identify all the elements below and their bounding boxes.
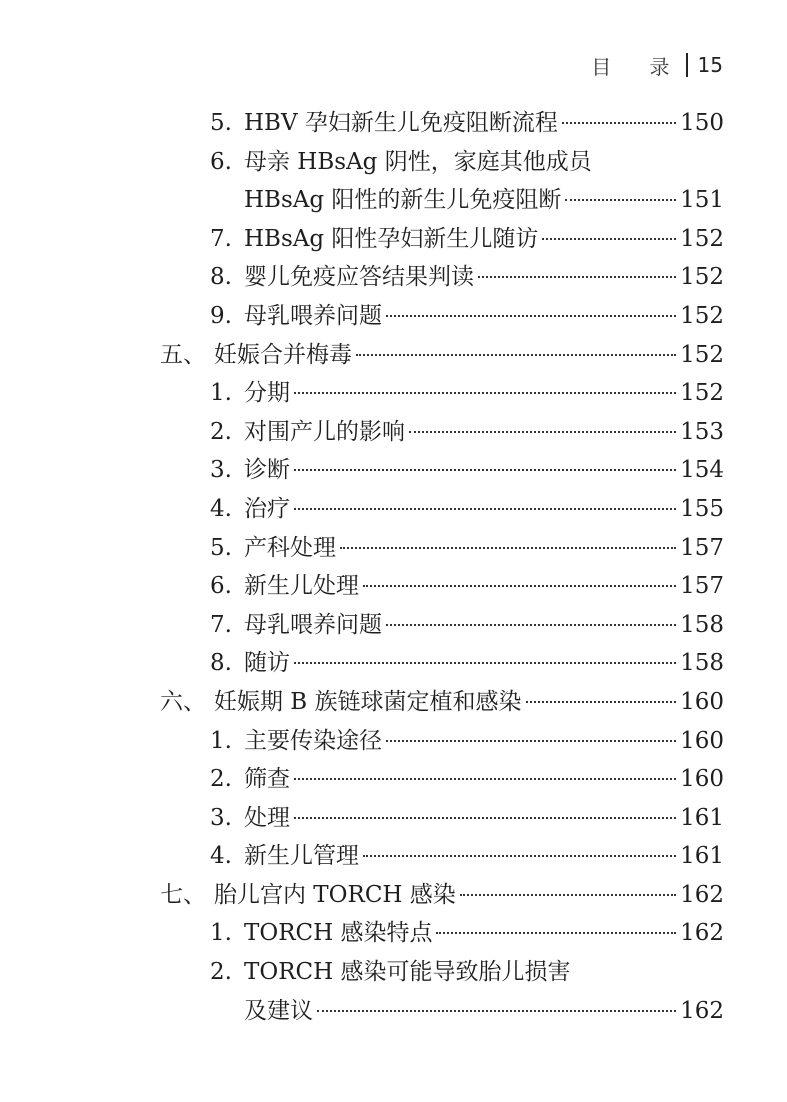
- toc-entry-page: 152: [680, 225, 724, 252]
- toc-entry[interactable]: [160, 567, 724, 606]
- toc-entry-body: [244, 914, 724, 953]
- toc-entry-body: [244, 104, 724, 143]
- toc-entry-page: 151: [680, 187, 724, 214]
- toc-entry-page: 160: [680, 766, 724, 793]
- dot-leader: [562, 121, 676, 124]
- toc-entry-title: TORCH 感染特点: [244, 920, 433, 947]
- toc-entry[interactable]: [160, 992, 724, 1031]
- toc-section-entry[interactable]: [160, 683, 724, 722]
- toc-entry-number: 8.: [210, 264, 232, 291]
- dot-leader: [363, 854, 676, 857]
- toc-entry-title: 新生儿管理: [244, 843, 359, 870]
- dot-leader: [294, 468, 676, 471]
- toc-entry[interactable]: [160, 490, 724, 529]
- running-header: [591, 50, 723, 80]
- dot-leader: [294, 661, 676, 664]
- toc-entry-number: 1.: [210, 380, 232, 407]
- toc-entry-page: 152: [680, 302, 724, 329]
- toc-entry-number: 2.: [210, 959, 232, 986]
- toc-entry-page: 162: [680, 997, 724, 1024]
- dot-leader: [340, 546, 676, 549]
- toc-section-entry[interactable]: [160, 876, 724, 915]
- toc-entry-body: [214, 683, 724, 722]
- toc-entry-body: [244, 837, 724, 876]
- toc-entry-title: 妊娠合并梅毒: [214, 341, 352, 368]
- toc-entry-title: 母乳喂养问题: [244, 611, 382, 638]
- dot-leader: [294, 816, 676, 819]
- toc-entry-page: 158: [680, 611, 724, 638]
- toc-entry-body: [244, 413, 724, 452]
- toc-entry-title: 对围产儿的影响: [244, 418, 405, 445]
- toc-entry-number: 4.: [210, 495, 232, 522]
- toc-entry-number: 3.: [210, 804, 232, 831]
- toc-entry[interactable]: [160, 181, 724, 220]
- toc-entry-body: [244, 567, 724, 606]
- toc-entry[interactable]: [160, 104, 724, 143]
- toc-entry-number: 五、: [160, 341, 206, 368]
- dot-leader: [294, 777, 676, 780]
- toc-entry[interactable]: [160, 606, 724, 645]
- toc-entry-number: 6.: [210, 148, 232, 175]
- toc-entry-page: 155: [680, 495, 724, 522]
- toc-entry-title: 及建议: [244, 997, 313, 1024]
- toc-entry-number: 6.: [210, 573, 232, 600]
- toc-entry-body: [244, 143, 724, 182]
- dot-leader: [386, 623, 676, 626]
- toc-entry-body: [244, 374, 724, 413]
- dot-leader: [436, 931, 676, 934]
- dot-leader: [526, 700, 677, 703]
- toc-entry-body: [244, 451, 724, 490]
- toc-entry-number: 1.: [210, 920, 232, 947]
- toc-entry-page: 160: [680, 727, 724, 754]
- toc-entry-number: 2.: [210, 766, 232, 793]
- dot-leader: [386, 739, 676, 742]
- toc-entry-page: 150: [680, 110, 724, 136]
- toc-entry-title: TORCH 感染可能导致胎儿损害: [244, 959, 571, 986]
- toc-entry-body: [244, 258, 724, 297]
- toc-entry[interactable]: [160, 799, 724, 838]
- dot-leader: [294, 507, 676, 510]
- toc-entry[interactable]: [160, 644, 724, 683]
- toc-entry-body: [244, 722, 724, 761]
- toc-entry-body: [244, 992, 724, 1031]
- dot-leader: [386, 314, 676, 317]
- toc-entry-number: 7.: [210, 611, 232, 638]
- toc-entry-number: 3.: [210, 457, 232, 484]
- toc-entry-number: 1.: [210, 727, 232, 754]
- dot-leader: [363, 584, 676, 587]
- toc-entry-body: [244, 529, 724, 568]
- header-page-number: 15: [697, 53, 723, 77]
- toc-entry[interactable]: [160, 529, 724, 568]
- toc-entry-title: 胎儿宫内 TORCH 感染: [214, 881, 456, 908]
- toc-entry-title: 诊断: [244, 457, 290, 484]
- toc-entry-body: [244, 490, 724, 529]
- toc-entry-page: 158: [680, 650, 724, 677]
- toc-entry-body: [244, 606, 724, 645]
- toc-entry-body: [244, 297, 724, 336]
- dot-leader: [409, 430, 676, 433]
- toc-entry-page: 153: [680, 418, 724, 445]
- toc-entry-title: 婴儿免疫应答结果判读: [244, 264, 474, 291]
- toc-entry-page: 162: [680, 881, 724, 908]
- toc-entry-page: 152: [680, 380, 724, 407]
- toc-entry-number: 7.: [210, 225, 232, 252]
- toc-entry-title: 筛查: [244, 766, 290, 793]
- dot-leader: [356, 353, 676, 356]
- toc-entry[interactable]: [160, 722, 724, 761]
- toc-entry-body: [244, 953, 724, 992]
- toc-entry[interactable]: [160, 451, 724, 490]
- toc-entry[interactable]: [160, 953, 724, 992]
- toc-entry-body: [214, 876, 724, 915]
- toc-entry-title: HBsAg 阳性的新生儿免疫阻断: [244, 187, 562, 214]
- dot-leader: [478, 275, 676, 278]
- toc-entry[interactable]: [160, 258, 724, 297]
- toc-entry-page: 160: [680, 688, 724, 715]
- toc-entry-body: [244, 220, 724, 259]
- dot-leader: [317, 1009, 676, 1012]
- toc-entry-title: 产科处理: [244, 534, 336, 561]
- toc-entry-title: HBV 孕妇新生儿免疫阻断流程: [244, 110, 558, 136]
- dot-leader: [565, 198, 676, 201]
- toc-entry-page: 162: [680, 920, 724, 947]
- dot-leader: [460, 893, 676, 896]
- toc-entry-body: [244, 760, 724, 799]
- toc-entry[interactable]: [160, 374, 724, 413]
- toc-entry-number: 5.: [210, 110, 232, 136]
- toc-entry[interactable]: [160, 413, 724, 452]
- toc-entry-page: 152: [680, 264, 724, 291]
- toc-entry-page: 154: [680, 457, 724, 484]
- dot-leader: [542, 237, 676, 240]
- toc-entry-page: 157: [680, 573, 724, 600]
- toc-entry[interactable]: [160, 760, 724, 799]
- toc-entry-title: 治疗: [244, 495, 290, 522]
- toc-entry-number: 8.: [210, 650, 232, 677]
- toc-section-entry[interactable]: [160, 336, 724, 375]
- toc-entry-body: [214, 336, 724, 375]
- toc-entry-page: 152: [680, 341, 724, 368]
- toc-entry-page: 161: [680, 804, 724, 831]
- toc-entry-page: 157: [680, 534, 724, 561]
- toc-entry[interactable]: [160, 143, 724, 182]
- toc-entry-number: 4.: [210, 843, 232, 870]
- header-divider: [686, 53, 688, 77]
- toc-entry-title: 妊娠期 B 族链球菌定植和感染: [214, 688, 522, 715]
- toc-entry-body: [244, 644, 724, 683]
- toc-entry-title: HBsAg 阳性孕妇新生儿随访: [244, 225, 539, 252]
- toc-entry-body: [244, 799, 724, 838]
- toc-entry-body: [244, 181, 724, 220]
- toc-entry-number: 2.: [210, 418, 232, 445]
- toc-entry-title: 处理: [244, 804, 290, 831]
- toc-entry-number: 六、: [160, 688, 206, 715]
- toc-entry[interactable]: [160, 297, 724, 336]
- toc-entry-number: 5.: [210, 534, 232, 561]
- dot-leader: [294, 391, 676, 394]
- toc-entry[interactable]: [160, 837, 724, 876]
- toc-entry-number: 七、: [160, 881, 206, 908]
- toc-entry-title: 分期: [244, 380, 290, 407]
- table-of-contents: [160, 104, 724, 1030]
- toc-entry-title: 主要传染途径: [244, 727, 382, 754]
- toc-entry[interactable]: [160, 220, 724, 259]
- toc-entry[interactable]: [160, 914, 724, 953]
- toc-entry-title: 母亲 HBsAg 阴性，家庭其他成员: [244, 148, 592, 175]
- toc-entry-title: 新生儿处理: [244, 573, 359, 600]
- toc-entry-title: 母乳喂养问题: [244, 302, 382, 329]
- header-title: 目 录: [591, 54, 686, 79]
- toc-entry-title: 随访: [244, 650, 290, 677]
- toc-entry-number: 9.: [210, 302, 232, 329]
- toc-entry-page: 161: [680, 843, 724, 870]
